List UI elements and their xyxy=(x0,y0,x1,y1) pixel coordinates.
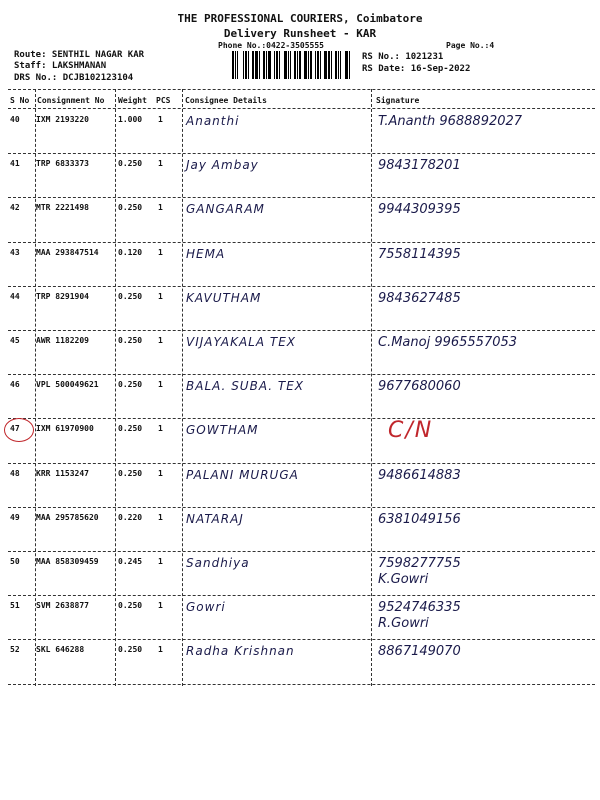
barcode-bar xyxy=(313,51,314,79)
barcode-bar xyxy=(342,51,344,79)
signature-phone: 9843178201 xyxy=(378,158,461,174)
consignee-name: KAVUTHAM xyxy=(186,290,262,305)
pieces-count: 1 xyxy=(158,557,163,566)
barcode-image xyxy=(232,51,355,79)
col-header-signature: Signature xyxy=(376,96,420,105)
pieces-count: 1 xyxy=(158,203,163,213)
signature-cell xyxy=(378,644,593,660)
table-row xyxy=(8,419,595,462)
table-row xyxy=(8,552,595,595)
barcode-bar xyxy=(297,51,298,79)
barcode-bar xyxy=(304,51,307,79)
signature-phone: 9944309395 xyxy=(378,202,461,218)
signature-cell xyxy=(378,291,593,307)
serial-number: 40 xyxy=(10,115,20,124)
serial-number: 47 xyxy=(10,424,20,434)
cn-stamp: C/N xyxy=(388,418,434,444)
barcode-bar xyxy=(243,51,244,79)
signature-phone: R.Gowri xyxy=(378,616,429,632)
header-bottom-rule xyxy=(8,108,595,109)
table-top-rule xyxy=(8,89,595,90)
signature-line: 8867149070 xyxy=(378,644,461,660)
consignment-number: IXM 2193220 xyxy=(36,115,89,124)
company-title: THE PROFESSIONAL COURIERS, Coimbatore xyxy=(177,12,423,25)
pieces-count: 1 xyxy=(158,645,163,655)
table-row xyxy=(8,154,595,197)
weight-value: 0.220 xyxy=(118,512,143,522)
barcode-bar xyxy=(331,51,332,79)
consignment-number: SKL 646288 xyxy=(36,645,85,655)
pieces-count: 1 xyxy=(158,159,163,169)
consignment-number: VPL 500049621 xyxy=(36,380,99,390)
consignment-number: TRP 8291904 xyxy=(36,291,89,301)
consignee-name: Jay Ambay xyxy=(186,158,259,173)
barcode-bar xyxy=(333,51,334,79)
consignee-name: Sandhiya xyxy=(186,556,250,570)
barcode-bar xyxy=(266,51,267,79)
table-row xyxy=(8,243,595,286)
barcode-bar xyxy=(284,51,287,79)
signature-cell xyxy=(378,247,593,263)
pieces-count: 1 xyxy=(158,115,163,124)
barcode-bar xyxy=(340,51,341,79)
signature-line: 9524746335 xyxy=(378,600,461,616)
signature-cell xyxy=(378,512,593,528)
serial-number: 42 xyxy=(10,203,20,213)
serial-number: 49 xyxy=(10,512,20,522)
pieces-count: 1 xyxy=(158,424,163,434)
serial-number: 48 xyxy=(10,468,20,478)
barcode-bar xyxy=(274,51,275,79)
pieces-count: 1 xyxy=(158,380,163,390)
signature-cell xyxy=(378,418,593,444)
signature-cell xyxy=(378,335,593,351)
serial-number: 45 xyxy=(10,336,20,345)
table-row xyxy=(8,508,595,551)
weight-value: 0.250 xyxy=(118,291,143,301)
table-row xyxy=(8,596,595,639)
weight-value: 0.245 xyxy=(118,557,143,566)
circle-mark-icon xyxy=(4,418,34,442)
signature-cell xyxy=(378,600,593,632)
drs-number: DRS No.: DCJB102123104 xyxy=(14,73,134,83)
signature-cell xyxy=(378,468,593,484)
consignee-name: PALANI MURUGA xyxy=(186,467,299,482)
consignee-name: Gowri xyxy=(186,600,226,615)
weight-value: 0.250 xyxy=(118,203,143,213)
table-row xyxy=(8,640,595,683)
barcode-bar xyxy=(302,51,303,79)
barcode-bar xyxy=(324,51,327,79)
consignment-number: IXM 61970900 xyxy=(36,424,94,434)
staff-label: Staff: LAKSHMANAN xyxy=(14,61,107,71)
barcode-bar xyxy=(290,51,291,79)
rs-date: RS Date: 16-Sep-2022 xyxy=(362,64,471,74)
table-row xyxy=(8,287,595,330)
weight-value: 0.250 xyxy=(118,424,143,434)
weight-value: 0.120 xyxy=(118,247,143,257)
signature-phone: 7558114395 xyxy=(378,246,461,262)
weight-value: 0.250 xyxy=(118,336,143,345)
signature-cell xyxy=(378,379,593,395)
col-header-sno: S No xyxy=(10,96,30,105)
serial-number: 50 xyxy=(10,557,20,566)
serial-number: 44 xyxy=(10,291,20,301)
consignment-number: TRP 6833373 xyxy=(36,159,89,169)
signature-phone: 9677680060 xyxy=(378,379,461,395)
page-number: Page No.:4 xyxy=(446,41,495,50)
consignment-number: MAA 293847514 xyxy=(36,247,99,257)
consignee-name: HEMA xyxy=(186,246,226,261)
signature-cell xyxy=(378,202,593,218)
col-header-weight: Weight xyxy=(118,96,147,105)
table-row xyxy=(8,331,595,374)
barcode-bar xyxy=(235,51,236,79)
pieces-count: 1 xyxy=(158,601,163,611)
barcode-bar xyxy=(279,51,280,79)
barcode-bar xyxy=(294,51,296,79)
table-row xyxy=(8,110,595,153)
weight-value: 0.250 xyxy=(118,159,143,169)
barcode-bar xyxy=(345,51,348,79)
barcode-bar xyxy=(308,51,309,79)
barcode-bar xyxy=(322,51,323,79)
barcode-bar xyxy=(288,51,289,79)
col-header-pcs: PCS xyxy=(156,96,171,105)
weight-value: 1.000 xyxy=(118,115,143,124)
barcode-bar xyxy=(349,51,350,79)
consignment-number: MAA 295785620 xyxy=(36,512,99,522)
consignee-name: Ananthi xyxy=(186,114,240,128)
barcode-bar xyxy=(272,51,273,79)
consignment-number: MAA 858309459 xyxy=(36,557,99,566)
col-header-consignment: Consignment No xyxy=(37,96,105,105)
weight-value: 0.250 xyxy=(118,380,143,390)
row-divider xyxy=(8,684,595,685)
barcode-bar xyxy=(261,51,262,79)
barcode-bar xyxy=(335,51,337,79)
table-row xyxy=(8,375,595,418)
barcode-bar xyxy=(245,51,247,79)
barcode-bar xyxy=(248,51,249,79)
signature-cell xyxy=(378,114,593,130)
signature-phone: 9843627485 xyxy=(378,290,461,306)
weight-value: 0.250 xyxy=(118,601,143,611)
serial-number: 52 xyxy=(10,645,20,655)
consignee-name: Radha Krishnan xyxy=(186,644,295,659)
signature-line: T.Ananth 9688892027 xyxy=(378,114,523,129)
pieces-count: 1 xyxy=(158,468,163,478)
barcode-bar xyxy=(292,51,293,79)
signature-phone: K.Gowri xyxy=(378,572,429,587)
rs-number: RS No.: 1021231 xyxy=(362,52,444,62)
col-header-consignee: Consignee Details xyxy=(185,96,267,105)
consignment-number: MTR 2221498 xyxy=(36,203,89,213)
serial-number: 41 xyxy=(10,159,20,169)
weight-value: 0.250 xyxy=(118,468,143,478)
consignee-name: BALA. SUBA. TEX xyxy=(186,379,305,394)
consignee-name: GANGARAM xyxy=(186,202,265,217)
pieces-count: 1 xyxy=(158,336,163,345)
signature-cell xyxy=(378,158,593,174)
barcode-bar xyxy=(259,51,260,79)
pieces-count: 1 xyxy=(158,247,163,257)
signature-line: C.Manoj 9965557053 xyxy=(378,335,518,350)
signature-line: 7598277755 xyxy=(378,556,461,571)
barcode-bar xyxy=(317,51,319,79)
phone-number: Phone No.:0422-3505555 xyxy=(218,41,324,50)
barcode-bar xyxy=(237,51,238,79)
barcode-bar xyxy=(328,51,330,79)
runsheet-subtitle: Delivery Runsheet - KAR xyxy=(223,27,377,40)
barcode-bar xyxy=(315,51,316,79)
barcode-bar xyxy=(239,51,242,79)
pieces-count: 1 xyxy=(158,291,163,301)
table-row xyxy=(8,198,595,241)
pieces-count: 1 xyxy=(158,512,163,522)
consignee-name: GOWTHAM xyxy=(186,423,259,438)
weight-value: 0.250 xyxy=(118,645,143,655)
barcode-bar xyxy=(255,51,258,79)
serial-number: 51 xyxy=(10,601,20,611)
signature-cell xyxy=(378,556,593,588)
barcode-bar xyxy=(250,51,251,79)
serial-number: 43 xyxy=(10,247,20,257)
barcode-bar xyxy=(276,51,278,79)
signature-phone: 9486614883 xyxy=(378,467,461,483)
barcode-bar xyxy=(299,51,301,79)
barcode-bar xyxy=(320,51,321,79)
barcode-bar xyxy=(252,51,254,79)
signature-phone: 6381049156 xyxy=(378,511,461,527)
table-row xyxy=(8,464,595,507)
consignee-name: VIJAYAKALA TEX xyxy=(186,335,297,349)
barcode-bar xyxy=(338,51,339,79)
barcode-bar xyxy=(268,51,271,79)
barcode-bar xyxy=(232,51,234,79)
barcode-bar xyxy=(310,51,312,79)
route-label: Route: SENTHIL NAGAR KAR xyxy=(14,50,145,60)
consignment-number: KRR 1153247 xyxy=(36,468,89,478)
consignment-number: AWR 1182209 xyxy=(36,336,89,345)
consignment-number: SVM 2638877 xyxy=(36,601,89,611)
barcode-bar xyxy=(281,51,283,79)
barcode-bar xyxy=(263,51,265,79)
consignee-name: NATARAJ xyxy=(186,511,244,526)
serial-number: 46 xyxy=(10,380,20,390)
